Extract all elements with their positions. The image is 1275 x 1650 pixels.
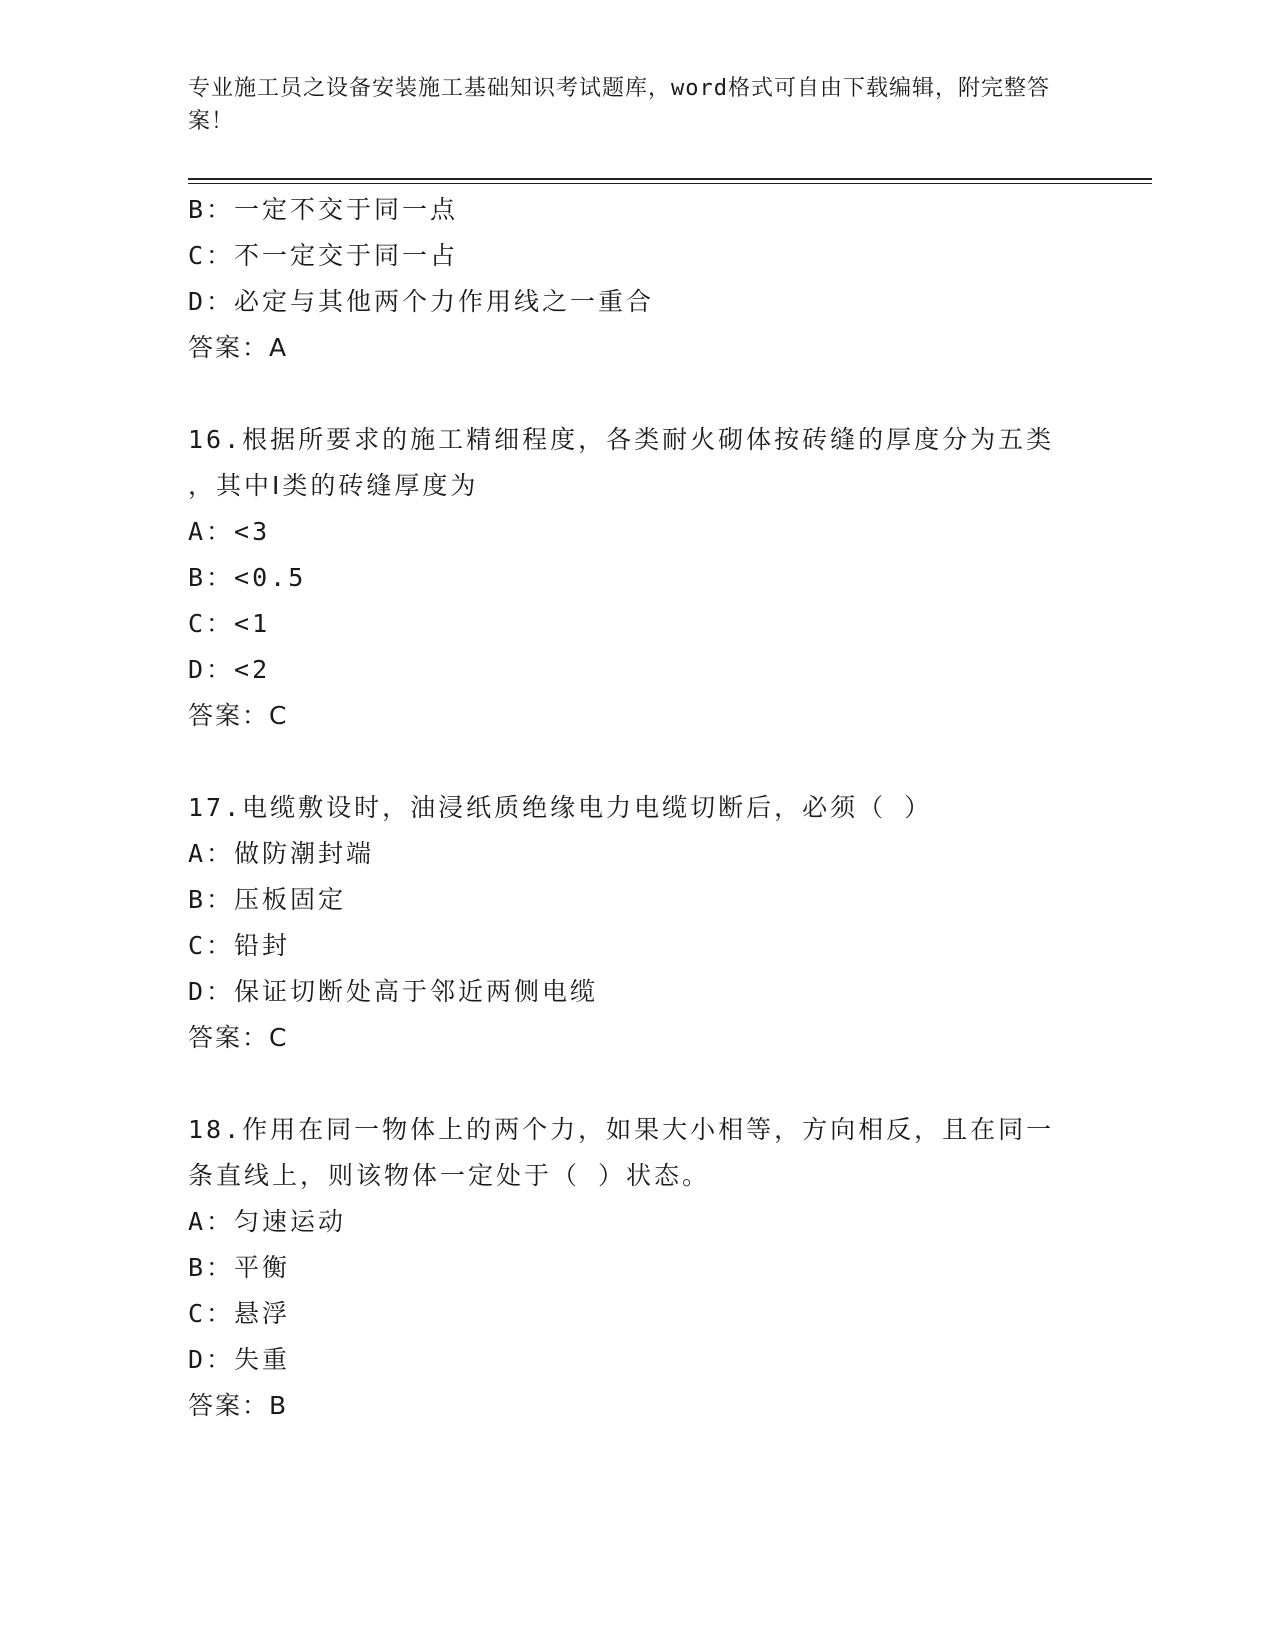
option-d: D：必定与其他两个力作用线之一重合 xyxy=(188,287,655,316)
spacer xyxy=(188,371,1088,417)
questions-content xyxy=(188,187,1088,1429)
option-b: B：<0.5 xyxy=(188,563,307,592)
option-a: A：做防潮封端 xyxy=(188,839,375,868)
answer-line: 答案：A xyxy=(188,333,289,362)
question-17 xyxy=(188,785,1088,1061)
answer-line: 答案：C xyxy=(188,701,289,730)
question-text-line2: ，其中Ⅰ类的砖缝厚度为 xyxy=(188,471,479,500)
header-divider-thin xyxy=(188,183,1152,184)
prev-question-block xyxy=(188,187,1088,371)
option-b: B：平衡 xyxy=(188,1253,291,1282)
option-c: C：<1 xyxy=(188,609,271,638)
option-c: C：不一定交于同一占 xyxy=(188,241,459,270)
answer-line: 答案：B xyxy=(188,1391,289,1420)
option-d: D：失重 xyxy=(188,1345,291,1374)
question-18 xyxy=(188,1107,1088,1429)
option-a: A：<3 xyxy=(188,517,271,546)
option-c: C：悬浮 xyxy=(188,1299,291,1328)
option-d: D：<2 xyxy=(188,655,271,684)
answer-line: 答案：C xyxy=(188,1023,289,1052)
header-divider-thick xyxy=(188,178,1152,180)
question-text-line1: 16.根据所要求的施工精细程度，各类耐火砌体按砖缝的厚度分为五类 xyxy=(188,425,1055,454)
spacer xyxy=(188,739,1088,785)
option-c: C：铅封 xyxy=(188,931,291,960)
option-a: A：匀速运动 xyxy=(188,1207,347,1236)
option-b: B：一定不交于同一点 xyxy=(188,195,459,224)
option-b: B：压板固定 xyxy=(188,885,347,914)
spacer xyxy=(188,1061,1088,1107)
document-header: 专业施工员之设备安装施工基础知识考试题库，word格式可自由下载编辑，附完整答案！ xyxy=(188,76,1050,134)
question-text-line1: 17.电缆敷设时，油浸纸质绝缘电力电缆切断后，必须（ ） xyxy=(188,793,933,822)
question-16 xyxy=(188,417,1088,739)
question-text-line2: 条直线上，则该物体一定处于（ ）状态。 xyxy=(188,1161,711,1190)
option-d: D：保证切断处高于邻近两侧电缆 xyxy=(188,977,599,1006)
question-text-line1: 18.作用在同一物体上的两个力，如果大小相等，方向相反，且在同一 xyxy=(188,1115,1055,1144)
